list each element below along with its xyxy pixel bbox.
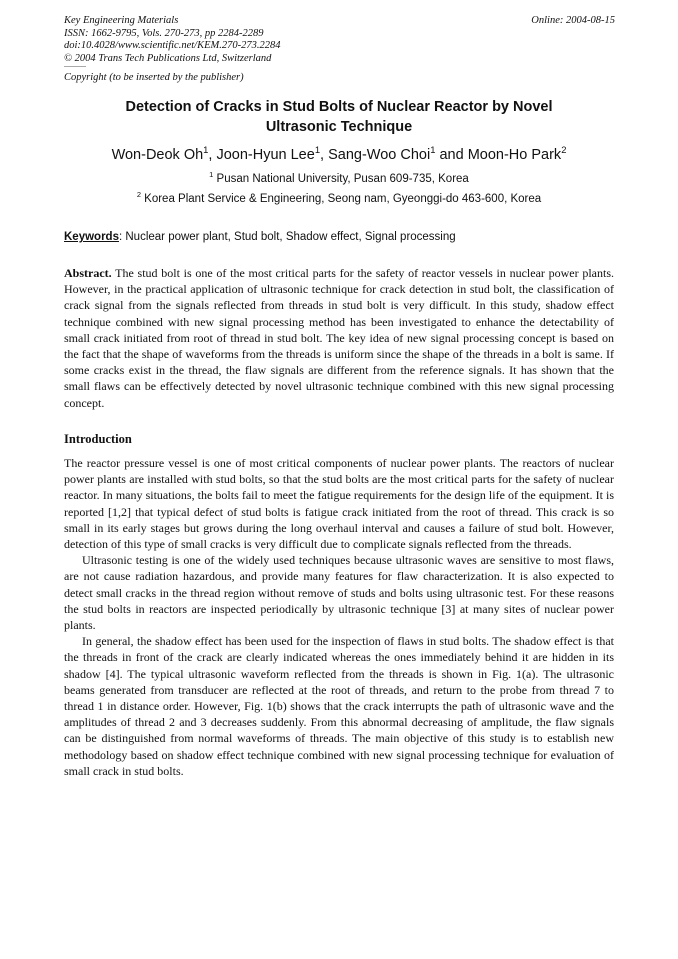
- intro-paragraph: The reactor pressure vessel is one of most critical components of nuclear power plants. The reactors of nuclear power plants are installed with stud bolts, so that the stud bolts are the most critical parts for the safety of nuclear reactor. In many situations, the bolts fail to meet the fatigue requirements for the design life of the equipment. It is reported [1,2] that typical defect of stud bolts is fatigue crack initiated from the root of thread. This crack is so small in its early stages but grows during the long overhaul interval and causes a failure of stud bolt. However, detection of this type of small cracks is very difficult due to complicate signals reflected from the threads.: [64, 456, 614, 552]
- journal-info: [64, 15, 281, 65]
- online-date: Online: 2004-08-15: [531, 15, 615, 26]
- author-name: Joon-Hyun Lee: [216, 147, 315, 163]
- intro-paragraph: Ultrasonic testing is one of the widely used techniques because ultrasonic waves are sensitive to most flaws, are not cause radiation hazardous, and provide many features for flaw characterization. It is also expected to detect small cracks in the thread region without remove of studs and bolts using ultrasonic test. For these reasons the stud bolts in reactors are inspected periodically by ultrasonic technique [3] at many sites of nuclear power plants.: [64, 553, 614, 633]
- journal-name: Key Engineering Materials: [64, 15, 179, 26]
- header-rule: [64, 66, 86, 67]
- abstract-text: The stud bolt is one of the most critical parts for the safety of reactor vessels in nuclear power plants. However, in the practical application of ultrasonic technique for crack detection in stud bolt, the classification of crack signal from the signals reflected from threads in stud bolt is very difficult. In this study, shadow effect technique combined with new signal processing method has been investigated to enhance the detectability of small crack initiated from root of thread in stud bolt. The key idea of new signal processing concept is based on the fact that the shape of waveforms from the threads is uniform since the shape of the threads in a bolt is same. If some cracks exist in the thread, the flaw signals are different from the reference signals. It has shown that the small flaws can be effectively detected by novel ultrasonic technique combined with this new signal processing concept.: [64, 266, 614, 410]
- paper-title: [64, 97, 614, 137]
- author-name: Sang-Woo Choi: [328, 147, 431, 163]
- author-list: [64, 144, 614, 163]
- keywords-line: [64, 231, 624, 243]
- copyright-note: Copyright (to be inserted by the publisher): [64, 72, 244, 83]
- affiliation-mark: 2: [136, 190, 141, 200]
- affiliation-text: Korea Plant Service & Engineering, Seong nam, Gyeonggi-do 463-600, Korea: [140, 193, 542, 205]
- author-separator: and: [435, 147, 468, 163]
- journal-publisher: © 2004 Trans Tech Publications Ltd, Switzerland: [64, 52, 272, 64]
- abstract-label: Abstract.: [64, 266, 112, 280]
- intro-paragraph: In general, the shadow effect has been used for the inspection of flaws in stud bolts. The shadow effect is that the threads in front of the crack are clearly indicated whereas the ones immediately behind it are hidden in its shadow [4]. The typical ultrasonic waveform reflected from the threads is shown in Fig. 1(a). The ultrasonic beams generated from transducer are reflected at the root of threads, and return to the probe from thread 7 to thread 1 in distance order. However, Fig. 1(b) shows that the crack interrupts the path of ultrasonic wave and the amplitudes of thread 2 and 3 decreases suddenly. From this abnormal decreasing of amplitude, the flaw signals can be distinguished from normal waveforms of threads. The main objective of this study is to establish new methodology based on shadow effect technique combined with new signal processing technique for evaluation of small crack in stud bolts.: [64, 634, 614, 778]
- affiliation-2: [64, 190, 614, 205]
- section-heading-introduction: Introduction: [64, 432, 132, 446]
- affiliation-text: Pusan National University, Pusan 609-735, Korea: [213, 173, 469, 185]
- author-affil-mark: 1: [430, 144, 436, 156]
- author-name: Won-Deok Oh: [111, 147, 204, 163]
- author-affil-mark: 2: [561, 144, 567, 156]
- introduction-body: [64, 455, 614, 779]
- affiliation-1: [64, 170, 614, 185]
- keywords-text: Nuclear power plant, Stud bolt, Shadow effect, Signal processing: [122, 231, 456, 243]
- author-affil-mark: 1: [203, 144, 209, 156]
- keywords-colon: :: [118, 231, 123, 243]
- keywords-label: Keywords: [64, 231, 119, 243]
- author-affil-mark: 1: [314, 144, 321, 156]
- journal-issn: ISSN: 1662-9795, Vols. 270-273, pp 2284-2289: [64, 27, 264, 39]
- journal-doi: doi:10.4028/www.scientific.net/KEM.270-273.2284: [64, 40, 281, 51]
- author-name: Moon-Ho Park: [467, 147, 562, 163]
- abstract-paragraph: [64, 265, 614, 411]
- title-line-1: Detection of Cracks in Stud Bolts of Nuclear Reactor by Novel: [125, 99, 553, 115]
- author-separator: ,: [320, 147, 329, 163]
- author-separator: ,: [208, 147, 217, 163]
- affiliation-mark: 1: [209, 170, 214, 180]
- title-line-2: Ultrasonic Technique: [265, 119, 413, 135]
